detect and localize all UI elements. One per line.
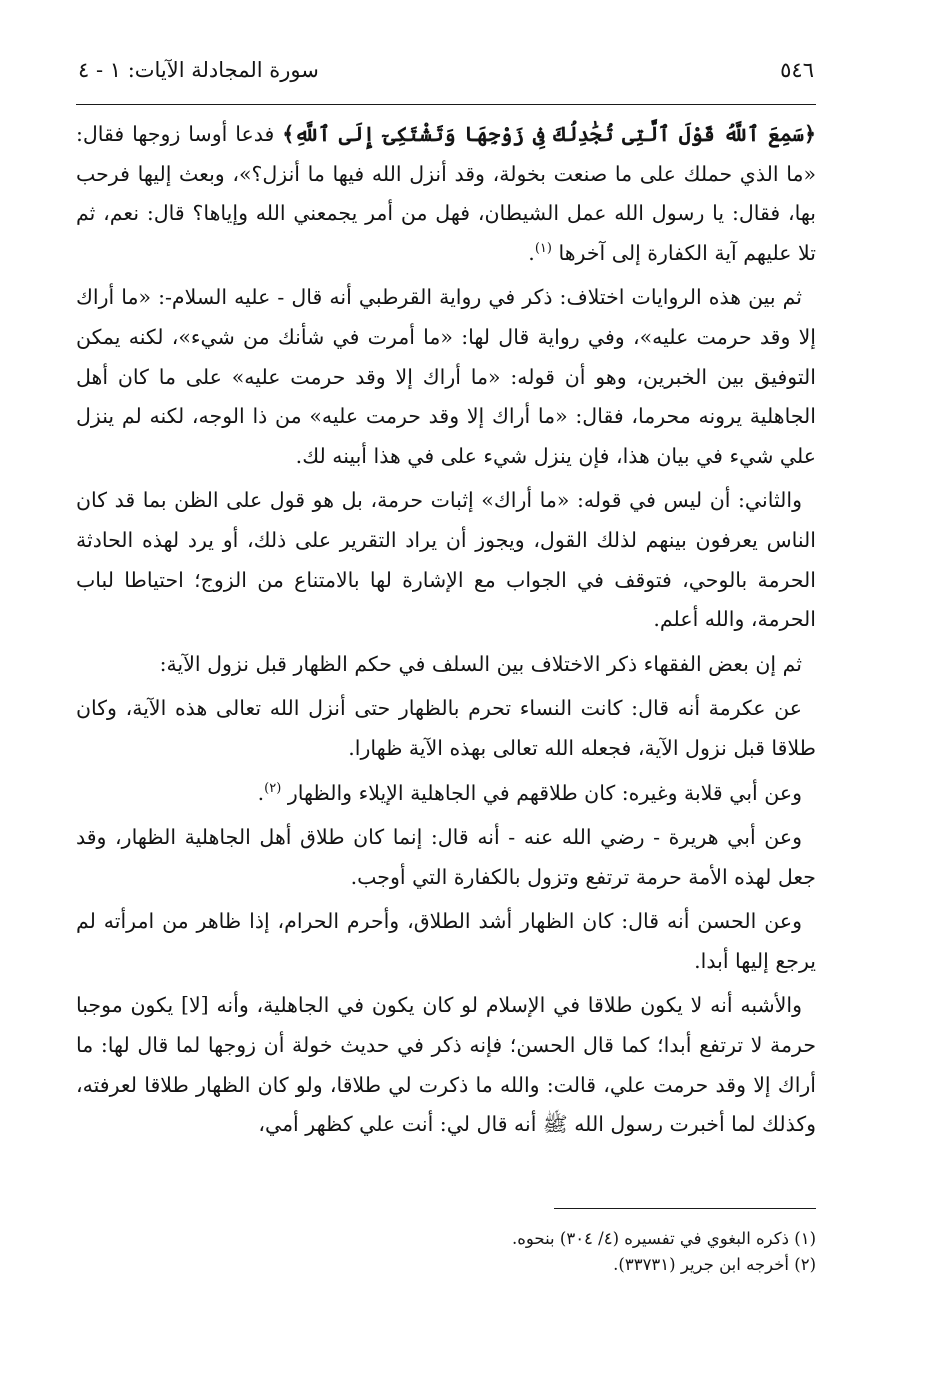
paragraph-4: [76, 645, 816, 685]
footnote-2: (٢) أخرجه ابن جرير (٣٣٧٣١).: [613, 1255, 816, 1274]
paragraph-end: .: [257, 780, 265, 805]
footnote-ref-2: (٢): [264, 780, 282, 796]
footnote-1: (١) ذكره البغوي في تفسيره (٤/ ٣٠٤) بنحوه.: [512, 1229, 816, 1248]
paragraph-8: [76, 902, 816, 981]
footnotes: [76, 1226, 816, 1278]
paragraph-text: وعن أبي هريرة - رضي الله عنه - أنه قال: إنما كان طلاق أهل الجاهلية الظهار، وقد جعل لهذه الأمة حرمة ترتفع وتزول بالكفارة التي أوجب.: [76, 825, 816, 889]
page-header: [76, 58, 816, 105]
paragraph-text: ثم بين هذه الروايات اختلاف: ذكر في رواية القرطبي أنه قال - عليه السلام-: «ما أراك إلا وقد حرمت عليه»، وفي رواية قال لها: «ما أمرت في شأنك من شيء»، لكنه يمكن التوفيق بين الخبرين، وهو أن قوله: «ما أراك إلا وقد حرمت عليه» على ما كان أهل الجاهلية يرونه محرما، فقال: «ما أراك إلا وقد حرمت عليه» من ذا الوجه، لكنه لم ينزل علي شيء في بيان هذا، فإن ينزل شيء على في هذا أبينه لك.: [76, 285, 816, 468]
paragraph-text: والثاني: أن ليس في قوله: «ما أراك» إثبات حرمة، بل هو قول على الظن بما قد كان الناس يعرفون بينهم لذلك القول، ويجوز أن يراد التقرير على ذلك، أو يرد لهذه الحادثة الحرمة بالوحي، فتوقف في الجواب مع الإشارة لها بالامتناع من الزوج؛ احتياطا لباب الحرمة، والله أعلم.: [76, 488, 816, 632]
paragraph-text: وعن الحسن أنه قال: كان الظهار أشد الطلاق، وأحرم الحرام، إذا ظاهر من امرأته لم يرجع إليها أبدا.: [76, 909, 816, 973]
body-text: [76, 115, 816, 1145]
document-page: [76, 58, 816, 1358]
paragraph-5: [76, 689, 816, 768]
paragraph-text: عن عكرمة أنه قال: كانت النساء تحرم بالظهار حتى أنزل الله تعالى هذه الآية، وكان طلاقا قبل نزول الآية، فجعله الله تعالى بهذه الآية ظهارا.: [76, 696, 816, 760]
paragraph-6: [76, 774, 816, 814]
paragraph-text: فدعا أوسا زوجها فقال: «ما الذي حملك على ما صنعت بخولة، وقد أنزل الله فيها ما أنزل؟»، وبعث إليها فرحب بها، فقال: يا رسول الله عمل الشيطان، فهل من أمر يجمعني الله وإياها؟ قال: نعم، ثم تلا عليهم آية الكفارة إلى آخرها: [76, 122, 816, 265]
paragraph-1: [76, 115, 816, 273]
running-title: سورة المجادلة الآيات: ١ - ٤: [78, 58, 319, 82]
paragraph-3: [76, 481, 816, 639]
footnote-ref-1: (١): [534, 240, 552, 256]
paragraph-2: [76, 278, 816, 476]
paragraph-9: [76, 986, 816, 1144]
paragraph-7: [76, 818, 816, 897]
footnote-divider: [554, 1208, 816, 1209]
paragraph-text: والأشبه أنه لا يكون طلاقا في الإسلام لو كان يكون في الجاهلية، وأنه [لا] يكون موجبا حرمة لا ترتفع أبدا؛ كما قال الحسن؛ فإنه ذكر في حديث خولة أن زوجها لما قال لها: ما أراك إلا وقد حرمت علي، قالت: والله ما ذكرت لي طلاقا، ولو كان الظهار طلاقا لعرفته، وكذلك لما أخبرت رسول الله ﷺ أنه قال لي: أنت علي كظهر أمي،: [76, 993, 816, 1137]
paragraph-end: .: [528, 240, 535, 265]
quran-verse: ﴿سَمِعَ ٱللَّهُ قَوْلَ ٱلَّتِى تُجَٰدِلُكَ فِى زَوْجِهَا وَتَشْتَكِىٓ إِلَى ٱللَّهِ﴾: [282, 122, 816, 146]
paragraph-text: وعن أبي قلابة وغيره: كان طلاقهم في الجاهلية الإيلاء والظهار: [287, 780, 802, 805]
paragraph-text: ثم إن بعض الفقهاء ذكر الاختلاف بين السلف في حكم الظهار قبل نزول الآية:: [159, 651, 802, 676]
page-number: ٥٤٦: [780, 58, 814, 82]
